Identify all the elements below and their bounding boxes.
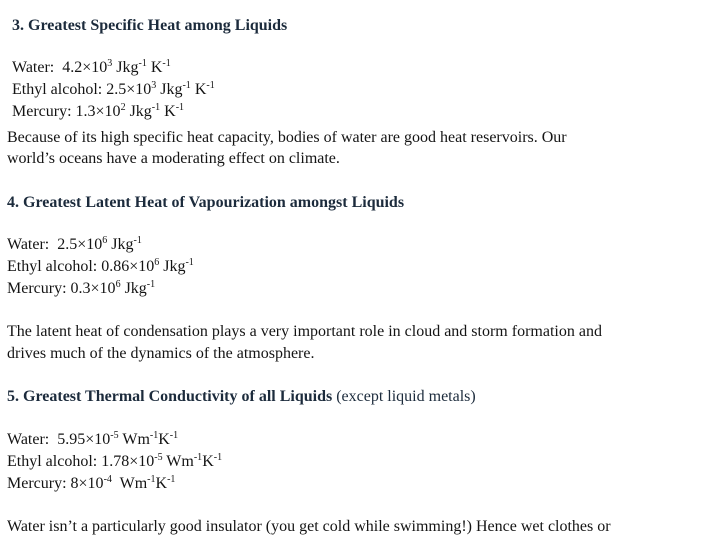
section-3-paragraph-line-2: world’s oceans have a moderating effect on climate. [7, 150, 340, 167]
row-unit-exponent: -1 [162, 58, 171, 69]
row-value: 5.95×10 [57, 431, 111, 448]
row-unit-exponent: -1 [147, 474, 156, 485]
row-unit: Jkg [160, 81, 183, 98]
section-5-heading-suffix: (except liquid metals) [336, 388, 476, 405]
row-unit: Wm [122, 431, 150, 448]
row-label: Ethyl alcohol: [7, 258, 98, 275]
row-exponent: -4 [103, 474, 112, 485]
row-unit-exponent: -1 [138, 58, 147, 69]
conductivity-water [7, 430, 178, 450]
row-label: Ethyl alcohol: [12, 81, 103, 98]
section-5-heading-text: 5. Greatest Thermal Conductivity of all Liquids [7, 388, 333, 405]
row-unit-exponent: -1 [151, 102, 161, 113]
row-exponent: 2 [120, 102, 126, 113]
row-unit-exponent: -1 [133, 235, 142, 246]
row-unit: Jkg [129, 103, 152, 120]
specific-heat-mercury [12, 102, 184, 122]
row-unit: K [150, 59, 163, 76]
row-exponent: -5 [154, 452, 163, 463]
row-unit-exponent: -1 [149, 430, 159, 441]
row-unit-exponent: -1 [213, 452, 223, 463]
specific-heat-ethyl-alcohol [12, 80, 215, 100]
row-value: 1.3×10 [75, 103, 121, 120]
row-label: Mercury: [7, 475, 67, 492]
section-5-paragraph-line-1: Water isn’t a particularly good insulator (you get cold while swimming!) Hence wet clothes or [7, 518, 611, 535]
row-unit: Wm [166, 453, 194, 470]
row-value: 2.5×10 [57, 236, 103, 253]
row-unit: K [158, 431, 170, 448]
row-unit: Jkg [163, 258, 186, 275]
latent-heat-water [7, 235, 142, 255]
section-4-heading: 4. Greatest Latent Heat of Vapourization amongst Liquids [7, 194, 405, 211]
row-value: 4.2×10 [62, 59, 108, 76]
row-value: 8×10 [70, 475, 104, 492]
row-exponent: 6 [154, 257, 160, 268]
latent-heat-ethyl-alcohol [7, 257, 194, 277]
section-4-paragraph-line-2: drives much of the dynamics of the atmosphere. [7, 345, 315, 362]
conductivity-mercury [7, 474, 175, 494]
row-label: Water: [7, 236, 50, 253]
row-exponent: 3 [107, 58, 113, 69]
row-unit-exponent: -1 [182, 80, 191, 91]
row-unit-exponent: -1 [169, 430, 179, 441]
row-unit: Jkg [124, 280, 147, 297]
row-value: 0.3×10 [70, 280, 116, 297]
row-value: 2.5×10 [106, 81, 152, 98]
row-unit: K [194, 81, 207, 98]
row-unit: Wm [119, 475, 148, 492]
row-exponent: -5 [110, 430, 119, 441]
row-unit: K [202, 453, 214, 470]
row-exponent: 6 [102, 235, 108, 246]
row-value: 1.78×10 [101, 453, 155, 470]
section-4-paragraph-line-1: The latent heat of condensation plays a very important role in cloud and storm formation and [7, 323, 602, 340]
row-exponent: 6 [115, 279, 121, 290]
specific-heat-water [12, 58, 171, 78]
row-unit: K [164, 103, 176, 120]
row-unit: Jkg [111, 236, 134, 253]
row-label: Mercury: [12, 103, 72, 120]
row-label: Ethyl alcohol: [7, 453, 98, 470]
row-value: 0.86×10 [101, 258, 155, 275]
row-unit-exponent: -1 [175, 102, 185, 113]
row-unit: K [155, 475, 168, 492]
row-label: Water: [12, 59, 55, 76]
conductivity-ethyl-alcohol [7, 452, 222, 472]
section-3-paragraph-line-1: Because of its high specific heat capacity, bodies of water are good heat reservoirs. Our [7, 129, 567, 146]
row-unit-exponent: -1 [167, 474, 176, 485]
section-3-heading: 3. Greatest Specific Heat among Liquids [12, 17, 288, 34]
latent-heat-mercury [7, 279, 155, 299]
row-label: Mercury: [7, 280, 67, 297]
section-5-heading [7, 387, 476, 407]
row-label: Water: [7, 431, 50, 448]
row-exponent: 3 [151, 80, 157, 91]
row-unit: Jkg [116, 59, 139, 76]
row-unit-exponent: -1 [146, 279, 156, 290]
row-unit-exponent: -1 [206, 80, 215, 91]
row-unit-exponent: -1 [193, 452, 203, 463]
row-unit-exponent: -1 [185, 257, 194, 268]
